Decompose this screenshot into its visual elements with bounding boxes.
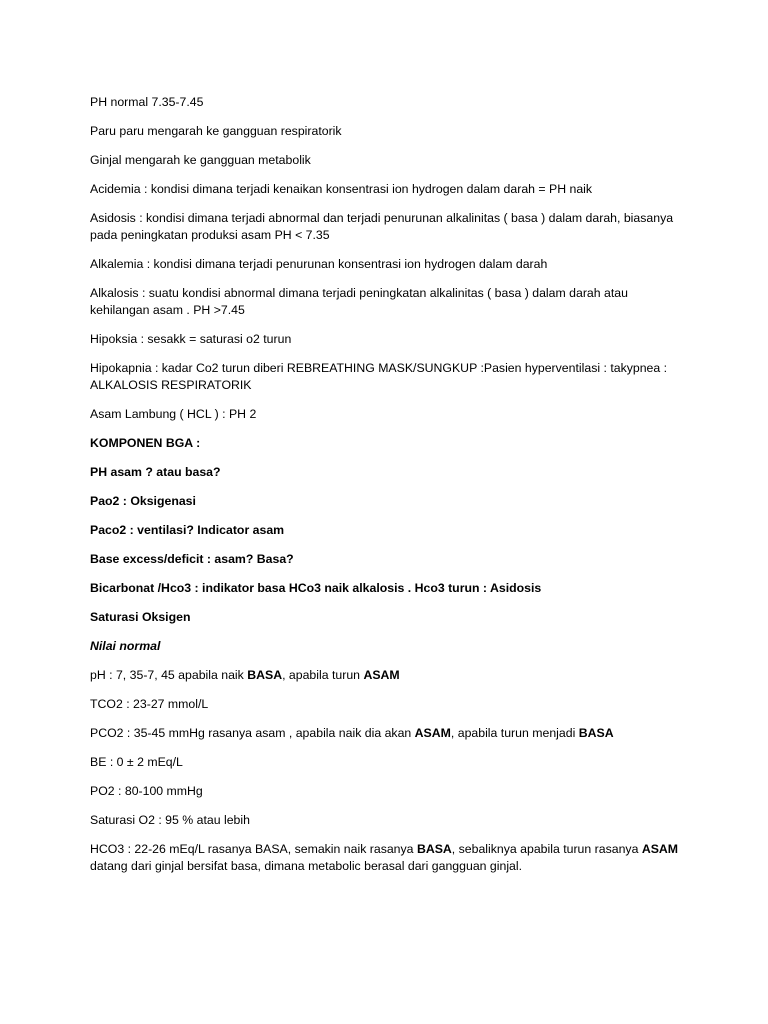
paragraph xyxy=(90,152,690,169)
text-run: Acidemia : kondisi dimana terjadi kenaikan konsentrasi ion hydrogen dalam darah = PH naik xyxy=(90,182,593,196)
text-run: Hipokapnia : kadar Co2 turun diberi REBREATHING MASK/SUNGKUP :Pasien hyperventilasi : takypnea : ALKALOSIS RESPIRATORIK xyxy=(90,361,668,392)
paragraph xyxy=(90,580,690,597)
text-run: Asam Lambung ( HCL ) : PH 2 xyxy=(90,407,257,421)
text-run: HCO3 : 22-26 mEq/L rasanya BASA, semakin naik rasanya xyxy=(90,842,417,856)
text-run: PH asam ? atau basa? xyxy=(90,465,221,479)
text-run: PH normal 7.35-7.45 xyxy=(90,95,204,109)
text-run: BASA xyxy=(247,668,283,682)
text-run: PCO2 : 35-45 mmHg rasanya asam , apabila naik dia akan xyxy=(90,726,415,740)
paragraph xyxy=(90,812,690,829)
text-run: Alkalosis : suatu kondisi abnormal dimana terjadi peningkatan alkalinitas ( basa ) dalam darah atau kehilangan asam . PH >7.45 xyxy=(90,286,628,317)
text-run: Paco2 : ventilasi? Indicator asam xyxy=(90,523,285,537)
paragraph xyxy=(90,551,690,568)
text-run: Hipoksia : sesakk = saturasi o2 turun xyxy=(90,332,292,346)
text-run: , apabila turun menjadi xyxy=(450,726,579,740)
paragraph xyxy=(90,331,690,348)
paragraph xyxy=(90,181,690,198)
text-run: Saturasi O2 : 95 % atau lebih xyxy=(90,813,250,827)
text-run: PO2 : 80-100 mmHg xyxy=(90,784,203,798)
text-run: ASAM xyxy=(363,668,400,682)
text-run: pH : 7, 35-7, 45 apabila naik xyxy=(90,668,248,682)
text-run: ASAM xyxy=(414,726,451,740)
text-run: Bicarbonat /Hco3 : indikator basa HCo3 naik alkalosis . Hco3 turun : Asidosis xyxy=(90,581,542,595)
paragraph xyxy=(90,464,690,481)
paragraph xyxy=(90,667,690,684)
paragraph xyxy=(90,493,690,510)
text-run: BASA xyxy=(416,842,452,856)
paragraph xyxy=(90,123,690,140)
text-run: Nilai normal xyxy=(90,639,161,653)
text-run: Alkalemia : kondisi dimana terjadi penurunan konsentrasi ion hydrogen dalam darah xyxy=(90,257,548,271)
paragraph xyxy=(90,210,690,244)
text-run: , apabila turun xyxy=(282,668,364,682)
text-run: Base excess/deficit : asam? Basa? xyxy=(90,552,294,566)
paragraph xyxy=(90,406,690,423)
text-run: BE : 0 ± 2 mEq/L xyxy=(90,755,183,769)
text-run: Pao2 : Oksigenasi xyxy=(90,494,196,508)
paragraph xyxy=(90,609,690,626)
text-run: TCO2 : 23-27 mmol/L xyxy=(90,697,209,711)
paragraph xyxy=(90,522,690,539)
text-run: Ginjal mengarah ke gangguan metabolik xyxy=(90,153,311,167)
paragraph xyxy=(90,754,690,771)
text-run: BASA xyxy=(578,726,614,740)
paragraph xyxy=(90,94,690,111)
text-run: datang dari ginjal bersifat basa, dimana metabolic berasal dari gangguan ginjal. xyxy=(90,859,523,873)
paragraph xyxy=(90,696,690,713)
paragraph xyxy=(90,841,690,875)
paragraph xyxy=(90,285,690,319)
text-run: ASAM xyxy=(641,842,679,856)
text-run: Saturasi Oksigen xyxy=(90,610,191,624)
paragraph xyxy=(90,360,690,394)
text-run: Asidosis : kondisi dimana terjadi abnormal dan terjadi penurunan alkalinitas ( basa ) dalam darah, biasanya pada peningkatan produksi asam PH < 7.35 xyxy=(90,211,674,242)
paragraph xyxy=(90,783,690,800)
text-run: , sebaliknya apabila turun rasanya xyxy=(451,842,642,856)
paragraph xyxy=(90,638,690,655)
paragraph xyxy=(90,256,690,273)
text-run: KOMPONEN BGA : xyxy=(90,436,201,450)
paragraph xyxy=(90,435,690,452)
paragraph xyxy=(90,725,690,742)
document-body xyxy=(90,94,690,887)
text-run: Paru paru mengarah ke gangguan respiratorik xyxy=(90,124,342,138)
